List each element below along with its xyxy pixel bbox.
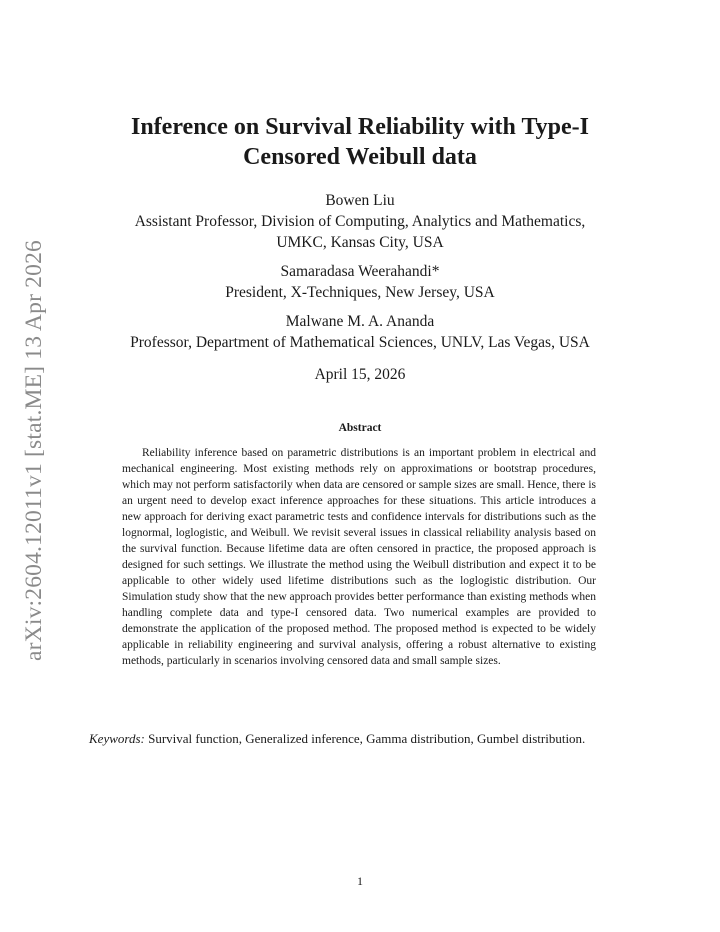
author-name: Bowen Liu bbox=[325, 192, 395, 209]
author-affiliation: UMKC, Kansas City, USA bbox=[276, 234, 444, 251]
paper-title-line-2: Censored Weibull data bbox=[243, 144, 477, 170]
paper-title-line-1: Inference on Survival Reliability with Type-I bbox=[130, 114, 589, 140]
author-name: Samaradasa Weerahandi* bbox=[280, 263, 440, 280]
author-affiliation: President, X-Techniques, New Jersey, USA bbox=[225, 284, 495, 301]
abstract-body: Reliability inference based on parametric distributions is an important problem in electrical and mechanical engineering. Most existing methods rely on approximations or bootstrap procedures, which may not perform satisfactorily when data are censored or sample sizes are small. Hence, there is an urgent need to develop exact inference approaches for these situations. This article introduces a new approach for deriving exact parametric tests and confidence intervals for distributions such as the lognormal, loglogistic, and Weibull. We revisit several issues in classical reliability analysis based on the survival function. Because lifetime data are often censored in practice, the proposed approach is designed for such settings. We illustrate the method using the Weibull distribution and expect it to be applicable to other widely used lifetime distributions such as the loglogistic distribution. Our Simulation study show that the new approach provides better performance than existing methods when handling complete data and type-I censored data. Two numerical examples are provided to demonstrate the application of the proposed method. The proposed method is expected to be widely applicable in reliability engineering and survival analysis, offering a robust alternative to existing methods, particularly in scenarios involving censored data and small sample sizes. bbox=[122, 447, 596, 667]
author-block bbox=[74, 261, 646, 303]
keywords bbox=[89, 730, 631, 748]
arxiv-identifier-text: arXiv:2604.12011v1 [stat.ME] 13 Apr 2026 bbox=[20, 239, 47, 661]
author-affiliation: Professor, Department of Mathematical Sciences, UNLV, Las Vegas, USA bbox=[130, 334, 590, 351]
page-number: 1 bbox=[357, 874, 363, 888]
author-list bbox=[74, 190, 646, 361]
author-block bbox=[74, 311, 646, 353]
author-name: Malwane M. A. Ananda bbox=[285, 313, 435, 330]
author-block bbox=[74, 190, 646, 253]
keywords-text: Survival function, Generalized inference, Gamma distribution, Gumbel distribution. bbox=[148, 731, 586, 746]
arxiv-identifier-stamp bbox=[19, 239, 49, 661]
paper-date: April 15, 2026 bbox=[314, 366, 406, 383]
keywords-label: Keywords: bbox=[89, 731, 145, 746]
paper-title bbox=[86, 112, 634, 172]
abstract-heading: Abstract bbox=[338, 422, 382, 434]
author-affiliation: Assistant Professor, Division of Computing, Analytics and Mathematics, bbox=[134, 213, 586, 230]
